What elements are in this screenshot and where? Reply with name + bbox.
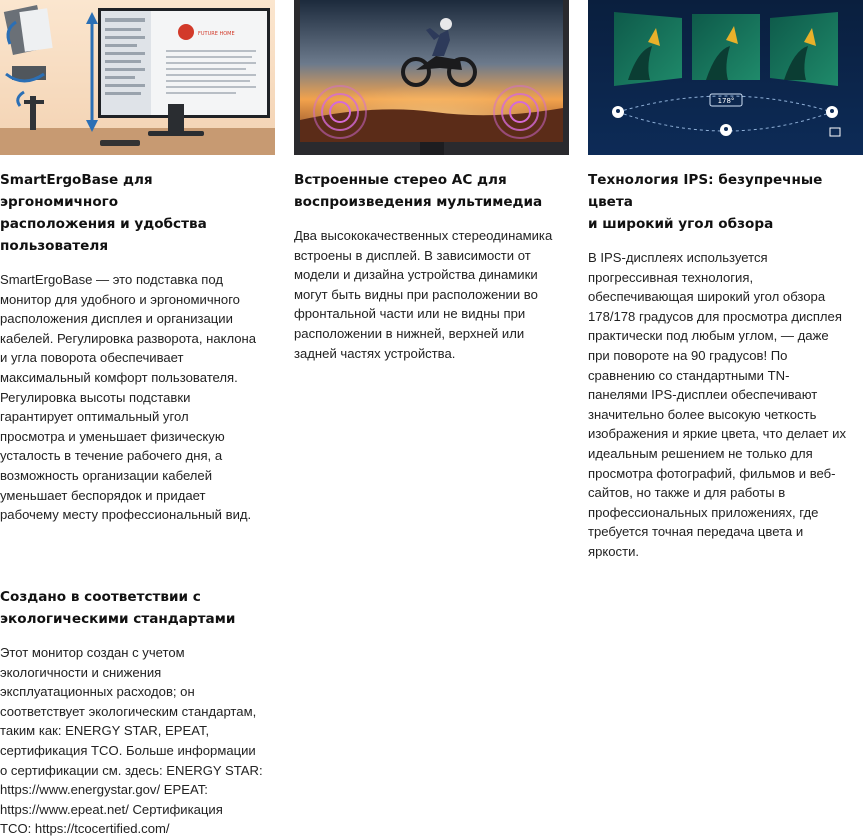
ergobase-image: [0, 0, 275, 155]
future-home-logo: FUTURE HOME: [198, 31, 235, 37]
speakers-image: [294, 0, 569, 155]
feature-card-ergobase: [0, 0, 275, 525]
feature-description: В IPS-дисплеях используется прогрессивная технология, обеспечивающая широкий угол обзора 178/178 градусов для просмотра дисплея практически под любым углом, — даже при повороте на 90 градусов! По сравнению со стандартными TN- панелями IPS-дисплеи обеспечивают значительно более высокую четкость изображения и яркие цвета, что делает их идеальным решением не только для просмотра фотографий, фильмов и веб- сайтов, но также и для работы в профессиональных приложениях, где требуется точная передача цвета и яркости.: [588, 250, 847, 559]
feature-description: Этот монитор создан с учетом экологичности и снижения эксплуатационных расходов; он соответствует экологическим стандартам, таким как: ENERGY STAR, EPEAT, сертификация TCO. Больше информации о сертификации см. здесь: ENERGY STAR: https://www.energystar.gov/ EPEAT: https://www.epeat.net/ Сертификация TCO: https://tcocertified.com/: [0, 645, 263, 837]
feature-description: SmartErgoBase — это подставка под монитор для удобного и эргономичного расположения дисплея и организации кабелей. Регулировка разворота, наклона и угла поворота обеспечивает максимальный комфорт пользователя. Регулировка высоты подставки гарантирует оптимальный угол просмотра и уменьшает физическую усталость в течение рабочего дня, а возможность организации кабелей уменьшает беспорядок и придает рабочему месту профессиональный вид.: [0, 272, 257, 523]
feature-card-speakers: [294, 0, 569, 363]
feature-title: Технология IPS: безупречные цвета и широкий угол обзора: [588, 172, 823, 232]
feature-card-ips: [588, 0, 863, 562]
feature-title: SmartErgoBase для эргономичного расположения и удобства пользователя: [0, 172, 207, 254]
angle-label: 178°: [717, 97, 735, 105]
feature-card-eco: [0, 586, 275, 839]
ips-image: [588, 0, 863, 155]
feature-title: Создано в соответствии с экологическими стандартами: [0, 589, 236, 627]
feature-title: Встроенные стерео АС для воспроизведения мультимедиа: [294, 172, 543, 210]
feature-description: Два высококачественных стереодинамика встроены в дисплей. В зависимости от модели и дизайна устройства динамики могут быть видны при расположении во фронтальной части или не видны при расположении в нижней, верхней или задней частях устройства.: [294, 228, 553, 361]
